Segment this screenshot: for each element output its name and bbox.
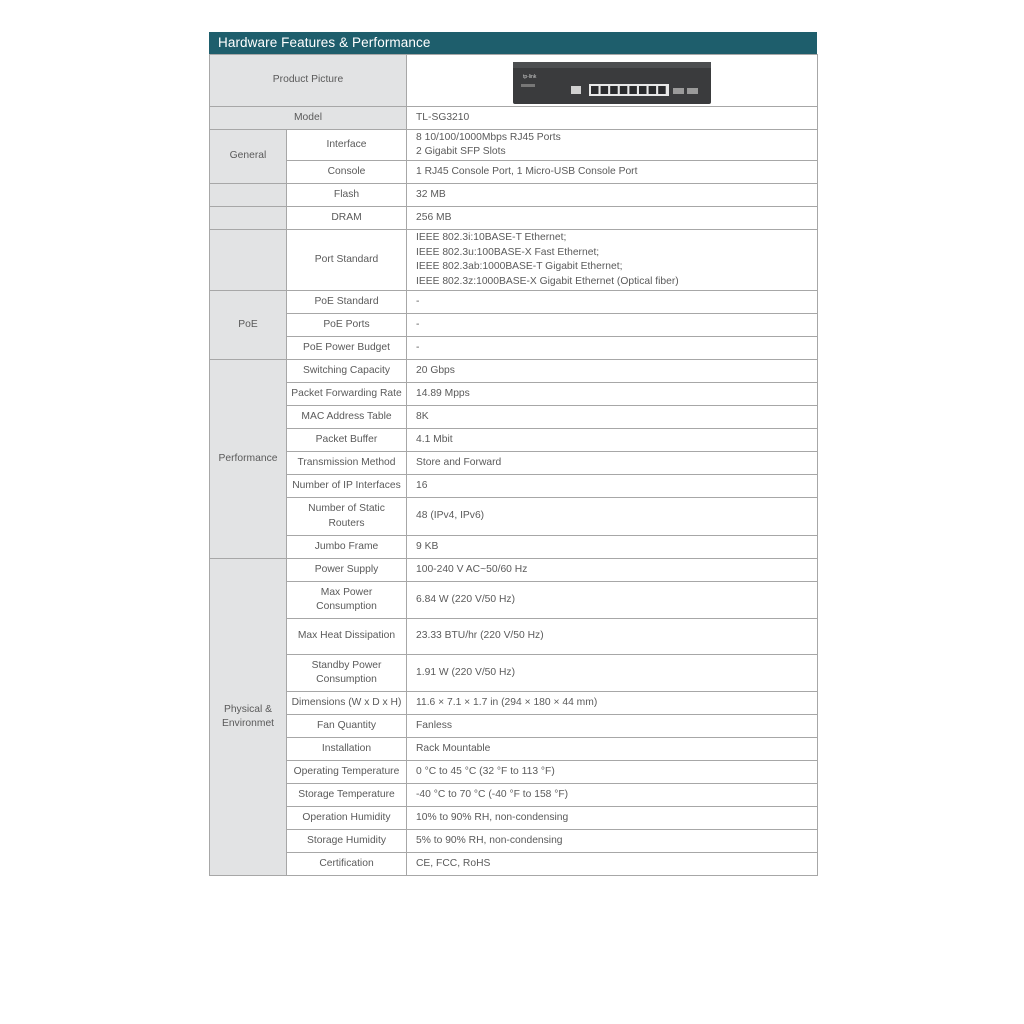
category-poe: PoE xyxy=(210,291,287,360)
rj45-port xyxy=(591,86,599,94)
table-row xyxy=(210,761,818,784)
row-value: 16 xyxy=(407,475,818,498)
row-value: IEEE 802.3i:10BASE-T Ethernet; IEEE 802.3u:100BASE-X Fast Ethernet; IEEE 802.3ab:1000BASE-T Gigabit Ethernet; IEEE 802.3z:1000BASE-X Gigabit Ethernet (Optical fiber) xyxy=(407,230,818,291)
category-empty xyxy=(210,207,287,230)
sfp-slot xyxy=(687,88,698,94)
table-row xyxy=(210,853,818,876)
row-label: Dimensions (W x D x H) xyxy=(287,692,407,715)
table-row xyxy=(210,715,818,738)
row-value: Fanless xyxy=(407,715,818,738)
console-port xyxy=(571,86,581,94)
row-value: 1.91 W (220 V/50 Hz) xyxy=(407,655,818,692)
table-row xyxy=(210,55,818,107)
table-row xyxy=(210,830,818,853)
switch-body xyxy=(513,62,711,104)
model-label: Model xyxy=(210,107,407,130)
switch-illustration xyxy=(513,58,711,104)
rj45-port xyxy=(629,86,637,94)
section-title: Hardware Features & Performance xyxy=(209,32,817,54)
row-label: Storage Temperature xyxy=(287,784,407,807)
category-performance: Performance xyxy=(210,360,287,559)
table-row xyxy=(210,291,818,314)
row-label: Max Heat Dissipation xyxy=(287,619,407,655)
table-row xyxy=(210,807,818,830)
row-label: Number of Static Routers xyxy=(287,498,407,536)
row-label: Standby Power Consumption xyxy=(287,655,407,692)
row-label: Transmission Method xyxy=(287,452,407,475)
row-value: 0 °C to 45 °C (32 °F to 113 °F) xyxy=(407,761,818,784)
product-picture-label: Product Picture xyxy=(210,55,407,107)
table-row xyxy=(210,536,818,559)
spec-sheet xyxy=(209,32,817,876)
table-row xyxy=(210,406,818,429)
table-row xyxy=(210,619,818,655)
row-label: Operation Humidity xyxy=(287,807,407,830)
table-row xyxy=(210,655,818,692)
product-image xyxy=(513,58,711,104)
row-label: PoE Ports xyxy=(287,314,407,337)
row-value: Store and Forward xyxy=(407,452,818,475)
row-label: Operating Temperature xyxy=(287,761,407,784)
row-value: 8 10/100/1000Mbps RJ45 Ports 2 Gigabit SFP Slots xyxy=(407,130,818,161)
rj45-port xyxy=(620,86,628,94)
row-label: Certification xyxy=(287,853,407,876)
table-row xyxy=(210,161,818,184)
spec-table xyxy=(209,54,818,876)
sfp-slot xyxy=(673,88,684,94)
table-row xyxy=(210,738,818,761)
product-picture-cell xyxy=(407,55,818,107)
row-label: Fan Quantity xyxy=(287,715,407,738)
row-value: 48 (IPv4, IPv6) xyxy=(407,498,818,536)
row-value: Rack Mountable xyxy=(407,738,818,761)
rj45-port xyxy=(649,86,657,94)
row-label: PoE Power Budget xyxy=(287,337,407,360)
row-value: 256 MB xyxy=(407,207,818,230)
table-row xyxy=(210,230,818,291)
row-value: 23.33 BTU/hr (220 V/50 Hz) xyxy=(407,619,818,655)
category-empty xyxy=(210,184,287,207)
row-value: 100-240 V AC~50/60 Hz xyxy=(407,559,818,582)
row-value: - xyxy=(407,291,818,314)
row-value: 11.6 × 7.1 × 1.7 in (294 × 180 × 44 mm) xyxy=(407,692,818,715)
row-label: Interface xyxy=(287,130,407,161)
table-row xyxy=(210,383,818,406)
row-value: - xyxy=(407,337,818,360)
row-value: - xyxy=(407,314,818,337)
category-physical: Physical & Environmet xyxy=(210,559,287,876)
switch-logo: tp-link xyxy=(523,73,537,80)
row-value: 8K xyxy=(407,406,818,429)
table-row xyxy=(210,360,818,383)
table-row xyxy=(210,314,818,337)
row-label: Console xyxy=(287,161,407,184)
row-label: Max Power Consumption xyxy=(287,582,407,619)
row-label: Number of IP Interfaces xyxy=(287,475,407,498)
table-row xyxy=(210,429,818,452)
row-value: 4.1 Mbit xyxy=(407,429,818,452)
rj45-port xyxy=(601,86,609,94)
row-label: Packet Forwarding Rate xyxy=(287,383,407,406)
rj45-port xyxy=(658,86,666,94)
row-value: 10% to 90% RH, non-condensing xyxy=(407,807,818,830)
table-row xyxy=(210,692,818,715)
row-value: 6.84 W (220 V/50 Hz) xyxy=(407,582,818,619)
table-row xyxy=(210,107,818,130)
row-label: Storage Humidity xyxy=(287,830,407,853)
row-value: 14.89 Mpps xyxy=(407,383,818,406)
table-row xyxy=(210,452,818,475)
row-label: Port Standard xyxy=(287,230,407,291)
row-label: Jumbo Frame xyxy=(287,536,407,559)
row-label: Installation xyxy=(287,738,407,761)
rj45-port xyxy=(610,86,618,94)
table-row xyxy=(210,498,818,536)
row-label: Flash xyxy=(287,184,407,207)
table-row xyxy=(210,559,818,582)
table-row xyxy=(210,337,818,360)
row-label: MAC Address Table xyxy=(287,406,407,429)
table-row xyxy=(210,582,818,619)
rj45-port xyxy=(639,86,647,94)
table-row xyxy=(210,207,818,230)
table-row xyxy=(210,475,818,498)
row-label: Packet Buffer xyxy=(287,429,407,452)
row-label: Power Supply xyxy=(287,559,407,582)
row-value: 1 RJ45 Console Port, 1 Micro-USB Console Port xyxy=(407,161,818,184)
row-value: 32 MB xyxy=(407,184,818,207)
table-row xyxy=(210,784,818,807)
table-row xyxy=(210,130,818,161)
row-value: 9 KB xyxy=(407,536,818,559)
row-value: 5% to 90% RH, non-condensing xyxy=(407,830,818,853)
model-value: TL-SG3210 xyxy=(407,107,818,130)
category-general: General xyxy=(210,130,287,184)
row-value: CE, FCC, RoHS xyxy=(407,853,818,876)
table-row xyxy=(210,184,818,207)
row-label: PoE Standard xyxy=(287,291,407,314)
row-label: DRAM xyxy=(287,207,407,230)
row-value: 20 Gbps xyxy=(407,360,818,383)
category-empty xyxy=(210,230,287,291)
row-label: Switching Capacity xyxy=(287,360,407,383)
row-value: -40 °C to 70 °C (-40 °F to 158 °F) xyxy=(407,784,818,807)
